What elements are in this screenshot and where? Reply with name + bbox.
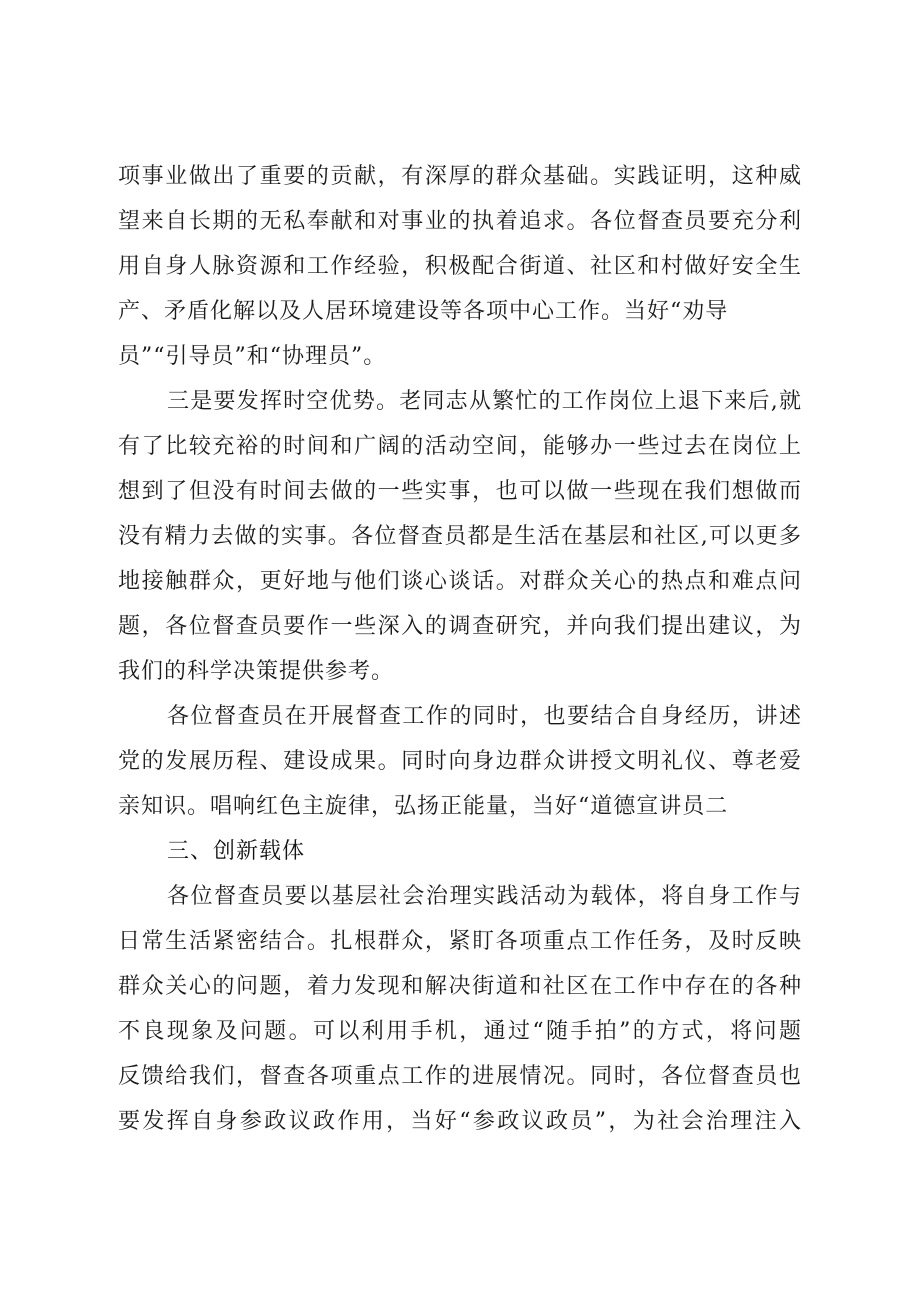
paragraph-line: 我们的科学决策提供参考。 [118,659,395,684]
paragraph-line: 反馈给我们，督查各项重点工作的进展情况。同时，各位督查员也 [118,1064,802,1089]
paragraph-line: 群众关心的问题，着力发现和解决街道和社区在工作中存在的各种 [118,974,802,999]
section-heading: 三、创新载体 [167,839,306,864]
paragraph-line: 各位督查员要以基层社会治理实践活动为载体，将自身工作与 [167,884,802,909]
paragraph-line: 没有精力去做的实事。各位督查员都是生活在基层和社区,可以更多 [118,524,802,549]
paragraph-line: 不良现象及问题。可以利用手机，通过“随手拍”的方式，将问题 [118,1019,802,1044]
paragraph-line: 党的发展历程、建设成果。同时向身边群众讲授文明礼仪、尊老爱 [118,749,802,774]
paragraph-line: 要发挥自身参政议政作用，当好“参政议政员”，为社会治理注入 [118,1109,802,1134]
paragraph-line: 日常生活紧密结合。扎根群众，紧盯各项重点工作任务，及时反映 [118,929,802,954]
paragraph-line: 各位督查员在开展督查工作的同时，也要结合自身经历，讲述 [167,704,802,729]
paragraph-line: 想到了但没有时间去做的一些实事，也可以做一些现在我们想做而 [118,479,802,504]
paragraph-line: 三是要发挥时空优势。老同志从繁忙的工作岗位上退下来后,就 [167,389,802,414]
document-body [118,154,802,1144]
paragraph-line: 有了比较充裕的时间和广阔的活动空间，能够办一些过去在岗位上 [118,434,802,459]
paragraph-line: 员”“引导员”和“协理员”。 [118,344,387,369]
paragraph-line: 题，各位督查员要作一些深入的调查研究，并向我们提出建议，为 [118,614,802,639]
paragraph-line: 亲知识。唱响红色主旋律，弘扬正能量，当好“道德宣讲员二 [118,794,729,819]
paragraph-line: 项事业做出了重要的贡献，有深厚的群众基础。实践证明，这种威 [118,164,802,189]
paragraph-line: 望来自长期的无私奉献和对事业的执着追求。各位督查员要充分利 [118,209,802,234]
paragraph-line: 用自身人脉资源和工作经验，积极配合街道、社区和村做好安全生 [118,254,802,279]
paragraph-line: 产、矛盾化解以及人居环境建设等各项中心工作。当好“劝导 [118,299,729,324]
paragraph-line: 地接触群众，更好地与他们谈心谈话。对群众关心的热点和难点问 [118,569,802,594]
